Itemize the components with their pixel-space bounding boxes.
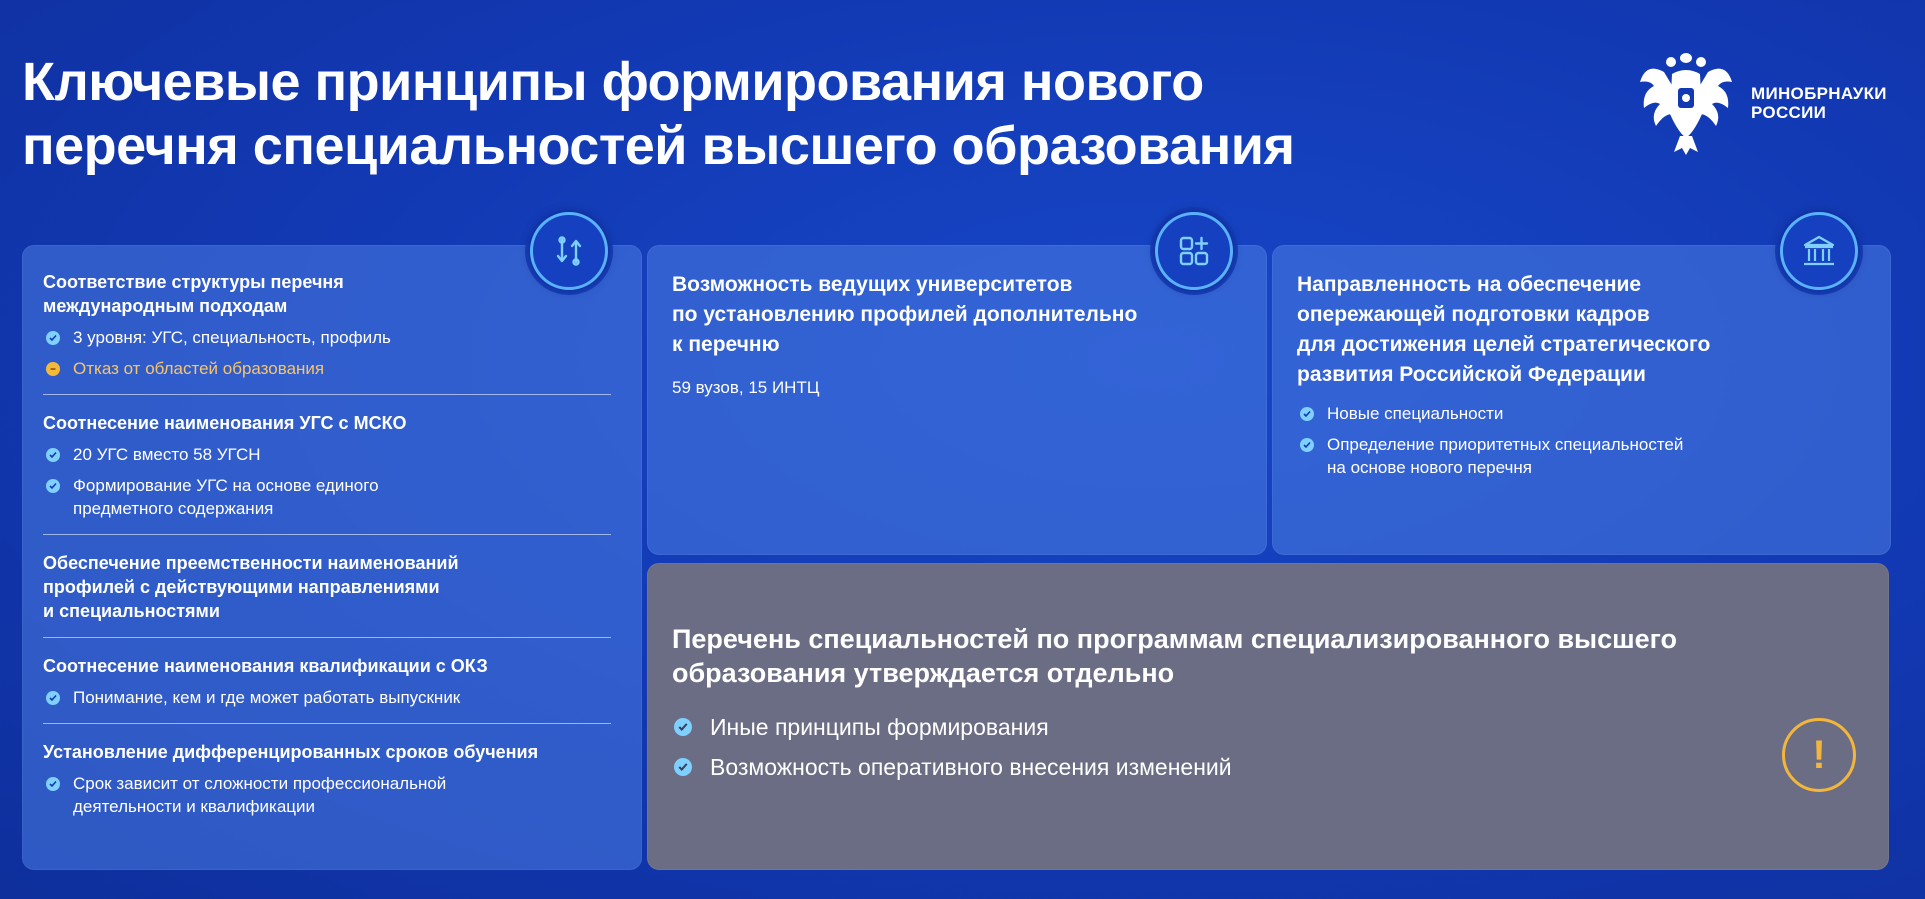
double-headed-eagle-emblem-icon <box>1636 52 1736 156</box>
divider <box>43 534 611 535</box>
page-title-line-2: перечня специальностей высшего образования <box>22 116 1295 176</box>
list-item: Формирование УГС на основе единого предметного содержания <box>43 474 611 520</box>
section-heading: Установление дифференцированных сроков обучения <box>43 742 539 762</box>
strategic-development-card <box>1272 245 1891 555</box>
section-heading: Обеспечение преемственности наименований профилей с действующими направлениями и специальностями <box>43 553 459 621</box>
card-note: 59 вузов, 15 ИНТЦ <box>672 378 820 397</box>
minus-icon <box>46 362 60 376</box>
check-icon <box>674 718 692 736</box>
list-item: Определение приоритетных специальностей на основе нового перечня <box>1297 433 1857 479</box>
section-international-approaches <box>43 270 611 380</box>
list-item: Возможность оперативного внесения изменений <box>672 752 1772 782</box>
section-study-terms <box>43 740 611 818</box>
institution-building-icon <box>1780 212 1858 290</box>
divider <box>43 723 611 724</box>
list-item: Новые специальности <box>1297 402 1857 425</box>
list-item: 20 УГС вместо 58 УГСН <box>43 443 611 466</box>
list-item: Срок зависит от сложности профессиональной деятельности и квалификации <box>43 772 611 818</box>
check-icon <box>46 479 60 493</box>
card-heading: Возможность ведущих университетов по установлению профилей дополнительно к перечню <box>672 273 1138 356</box>
check-icon <box>46 331 60 345</box>
section-continuity <box>43 551 611 623</box>
specialized-programs-card <box>647 563 1889 870</box>
section-heading: Соотнесение наименования квалификации с ОКЗ <box>43 656 488 676</box>
exclamation-icon: ! <box>1782 718 1856 792</box>
card-heading: Перечень специальностей по программам специализированного высшего образования утверждается отдельно <box>672 624 1678 688</box>
page-title-line-1: Ключевые принципы формирования нового <box>22 52 1204 112</box>
divider <box>43 637 611 638</box>
ministry-name <box>1751 84 1887 122</box>
check-icon <box>46 777 60 791</box>
swap-arrows-icon <box>530 212 608 290</box>
ministry-logo <box>1636 52 1925 162</box>
list-item-warning: Отказ от областей образования <box>43 357 611 380</box>
section-okz <box>43 654 611 709</box>
grid-plus-icon <box>1155 212 1233 290</box>
ministry-name-line-2: РОССИИ <box>1751 103 1827 122</box>
university-profiles-card <box>647 245 1267 555</box>
section-heading: Соотнесение наименования УГС с МСКО <box>43 413 407 433</box>
check-icon <box>1300 438 1314 452</box>
divider <box>43 394 611 395</box>
list-item: Понимание, кем и где может работать выпускник <box>43 686 611 709</box>
page-title <box>22 50 1522 178</box>
section-ugs-msko <box>43 411 611 520</box>
card-heading: Направленность на обеспечение опережающей подготовки кадров для достижения целей стратегического развития Российской Федерации <box>1297 273 1711 386</box>
section-heading: Соответствие структуры перечня международным подходам <box>43 272 344 316</box>
list-item: Иные принципы формирования <box>672 712 1772 742</box>
check-icon <box>674 758 692 776</box>
left-principles-card <box>22 245 642 870</box>
ministry-name-line-1: МИНОБРНАУКИ <box>1751 84 1887 103</box>
list-item: 3 уровня: УГС, специальность, профиль <box>43 326 611 349</box>
check-icon <box>46 448 60 462</box>
check-icon <box>1300 407 1314 421</box>
check-icon <box>46 691 60 705</box>
